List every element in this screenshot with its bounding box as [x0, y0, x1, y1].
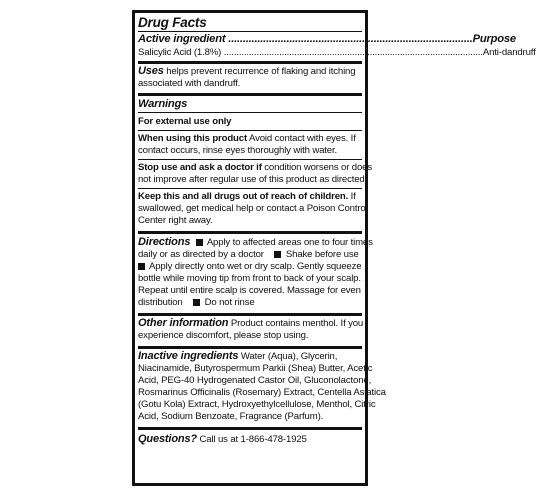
- directions-line-2: [138, 249, 362, 261]
- bullet-square-icon: [193, 299, 200, 306]
- inactive-line-6: Acid, Sodium Benzoate, Fragrance (Parfum).: [138, 411, 324, 422]
- section-rule: [138, 93, 362, 96]
- uses-line-1: [138, 66, 362, 78]
- stop-use-line-2: not improve after regular use of this product as directed.: [138, 174, 368, 185]
- active-ingredient-header: [138, 33, 516, 46]
- when-using-text-1: Avoid contact with eyes. If: [249, 133, 356, 144]
- keep-out-line-1: [138, 191, 362, 203]
- when-using-line-2: contact occurs, rinse eyes thoroughly with water.: [138, 145, 338, 156]
- uses-text-1: helps prevent recurrence of flaking and itching: [166, 66, 356, 77]
- leader-dots: ....................................................................................: [225, 33, 473, 45]
- inactive-text-1: Water (Aqua), Glycerin,: [240, 351, 338, 362]
- section-rule: [138, 231, 362, 234]
- section-rule: [138, 346, 362, 349]
- directions-text-3: Shake before use: [285, 249, 359, 260]
- bullet-square-icon: [138, 263, 145, 270]
- purpose-heading: Purpose: [472, 33, 516, 45]
- leader-dots: .......................................................................................................: [221, 47, 483, 58]
- questions-text: Call us at 1-866-478-1925: [199, 434, 307, 445]
- uses-line-2: associated with dandruff.: [138, 78, 241, 89]
- keep-out-line-2: swallowed, get medical help or contact a Poison Control: [138, 203, 368, 214]
- directions-text-2: daily or as directed by a doctor: [138, 249, 264, 260]
- drug-facts-content: [138, 15, 536, 480]
- active-ingredient-row: [138, 47, 536, 59]
- stop-use-line-1: [138, 162, 372, 174]
- inactive-line-1: [138, 351, 362, 363]
- directions-text-8: Do not rinse: [204, 297, 255, 308]
- active-ingredient-purpose: Anti-dandruff: [482, 47, 536, 58]
- warnings-rule: [138, 188, 362, 189]
- external-use-text: For external use only: [138, 116, 232, 127]
- active-ingredient-name: Salicylic Acid (1.8%): [138, 47, 222, 58]
- drug-facts-panel: [132, 10, 536, 486]
- other-info-heading: Other information: [138, 317, 229, 329]
- warnings-rule: [138, 112, 362, 113]
- directions-text-7: distribution: [138, 297, 183, 308]
- warnings-rule: [138, 130, 362, 131]
- directions-text-1: Apply to affected areas one to four times: [206, 237, 373, 248]
- directions-line-5: Repeat until entire scalp is covered. Massage for even: [138, 285, 361, 296]
- inactive-heading: Inactive ingredients: [138, 350, 239, 362]
- directions-line-4: bottle while moving tip from front to back of your scalp.: [138, 273, 361, 284]
- other-info-text-1: Product contains menthol. If you: [230, 318, 364, 329]
- keep-out-line-3: Center right away.: [138, 215, 213, 226]
- bullet-square-icon: [274, 251, 281, 258]
- questions-heading: Questions?: [138, 433, 198, 445]
- directions-heading: Directions: [138, 236, 191, 248]
- directions-text-4: Apply directly onto wet or dry scalp. Gently squeeze: [149, 261, 362, 272]
- keep-out-text-1: If: [350, 191, 356, 202]
- title-rule: [138, 31, 362, 32]
- directions-line-3: [138, 261, 362, 273]
- keep-out-bold: Keep this and all drugs out of reach of children.: [138, 191, 349, 202]
- active-ingredient-heading: Active ingredient: [138, 33, 226, 45]
- uses-heading: Uses: [138, 65, 164, 77]
- when-using-line-1: [138, 133, 362, 145]
- warnings-heading: Warnings: [138, 98, 188, 110]
- warnings-rule: [138, 159, 362, 160]
- bullet-square-icon: [196, 239, 203, 246]
- directions-line-6: [138, 297, 362, 309]
- inactive-line-4: Rosmarinus Officinalis (Rosemary) Extract, Centella Asiatica: [138, 387, 386, 398]
- questions-line: [138, 434, 362, 446]
- other-info-line-1: [138, 318, 362, 330]
- other-info-line-2: experience discomfort, please stop using.: [138, 330, 309, 341]
- directions-line-1: [138, 236, 373, 249]
- section-rule: [138, 61, 362, 64]
- drug-facts-title: Drug Facts: [138, 15, 207, 30]
- inactive-line-5: (Gotu Kola) Extract, Hydroxyethylcellulose, Menthol, Citric: [138, 399, 376, 410]
- inactive-line-2: Niacinamide, Butyrospermum Parkii (Shea) Butter, Acetic: [138, 363, 373, 374]
- section-rule: [138, 313, 362, 316]
- inactive-line-3: Acid, PEG-40 Hydrogenated Castor Oil, Gluconolactone,: [138, 375, 372, 386]
- stop-use-bold: Stop use and ask a doctor if: [138, 162, 262, 173]
- stop-use-text-1: condition worsens or does: [264, 162, 372, 173]
- section-rule: [138, 427, 362, 430]
- when-using-bold: When using this product: [138, 133, 248, 144]
